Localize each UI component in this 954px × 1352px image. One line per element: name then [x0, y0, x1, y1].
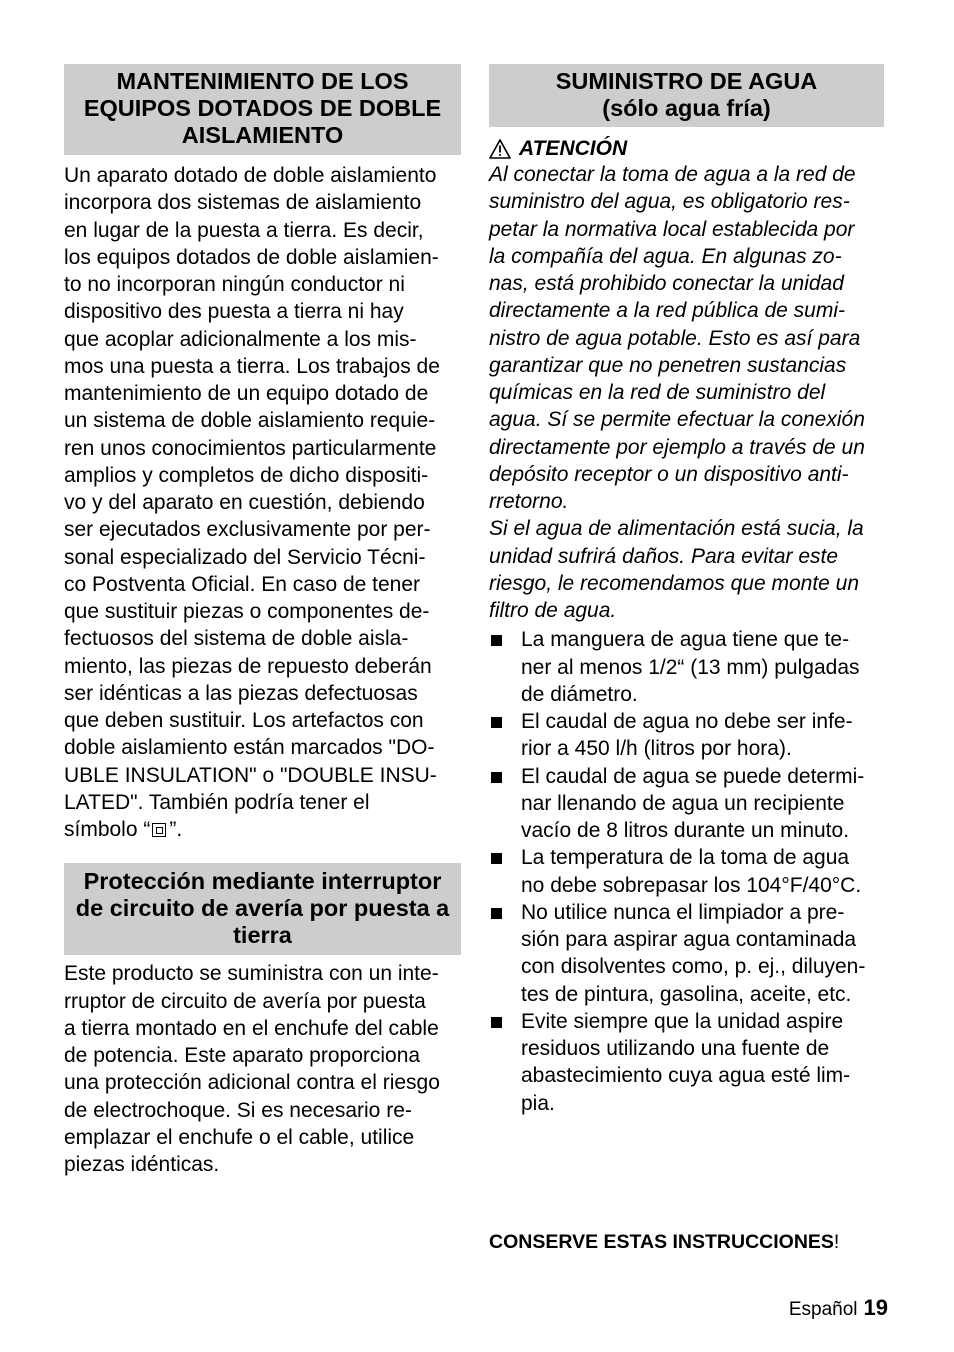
left-column [64, 64, 464, 1178]
section-heading-maintenance [64, 64, 461, 155]
text-line: que sustituir piezas o componentes de- [64, 600, 430, 623]
heading-line: (sólo agua fría) [602, 95, 771, 121]
text-line: químicas en la red de suministro del [489, 381, 826, 404]
text-line: con disolventes como, p. ej., diluyen- [521, 955, 866, 979]
heading-line: EQUIPOS DOTADOS DE DOBLE [83, 95, 442, 121]
text-line: directamente por ejemplo a través de un [489, 435, 865, 459]
text-line: ser ejecutados exclusivamente por per- [64, 518, 431, 542]
text-line: vacío de 8 litros durante un minuto. [521, 819, 850, 842]
gfci-paragraph [64, 960, 464, 1178]
square-bullet-icon [491, 772, 502, 783]
text-line: to no incorporan ningún conductor ni [64, 273, 405, 296]
text-line: sión para aspirar agua contaminada [521, 928, 857, 951]
text-line: nistro de agua potable. Esto es así para [489, 326, 861, 350]
text-line: depósito receptor o un dispositivo anti- [489, 462, 849, 486]
text-line: mos una puesta a tierra. Los trabajos de [64, 354, 440, 378]
text-line: rretorno. [489, 490, 569, 513]
text-line: La manguera de agua tiene que te- [521, 628, 850, 652]
double-insulation-icon [152, 823, 166, 837]
text-line: garantizar que no penetren sustancias [489, 353, 847, 377]
text-line: filtro de agua. [489, 599, 617, 622]
heading-line: tierra [233, 922, 292, 949]
text-line: UBLE INSULATION" o "DOUBLE INSU- [64, 763, 437, 787]
text-line: vo y del aparato en cuestión, debiendo [64, 491, 425, 514]
text-line: LATED". También podría tener el [64, 790, 370, 814]
footer-language: Español [788, 1299, 858, 1320]
text-line: mantenimiento de un equipo dotado de [64, 382, 429, 405]
list-item [489, 763, 889, 845]
list-item [489, 899, 889, 1008]
text-line: co Postventa Oficial. En caso de tener [64, 572, 421, 596]
text-line: directamente a la red pública de sumi- [489, 299, 846, 323]
text-line: tes de pintura, gasolina, aceite, etc. [521, 982, 852, 1006]
text-line: en lugar de la puesta a tierra. Es decir, [64, 218, 424, 242]
text-line: incorpora dos sistemas de aislamiento [64, 191, 422, 215]
square-bullet-icon [491, 1017, 502, 1028]
square-bullet-icon [491, 853, 502, 864]
heading-line: AISLAMIENTO [181, 122, 344, 148]
heading-line: de circuito de avería por puesta a [75, 895, 450, 922]
conserve-text: CONSERVE ESTAS INSTRUCCIONES [489, 1231, 834, 1253]
text-line: ser idénticas a las piezas defectuosas [64, 681, 418, 705]
conserve-mark: ! [833, 1231, 840, 1253]
text-line: los equipos dotados de doble aislamien- [64, 245, 439, 269]
heading-line: Protección mediante interruptor [83, 868, 442, 895]
heading-line: MANTENIMIENTO DE LOS [116, 68, 409, 94]
square-bullet-icon [491, 717, 502, 728]
list-item [489, 844, 889, 899]
text-line: petar la normativa local establecida por [489, 217, 855, 241]
text-line: abastecimiento cuya agua esté lim- [521, 1064, 851, 1088]
text-line: El caudal de agua no debe ser infe- [521, 710, 853, 733]
warning-title-text: ATENCIÓN [519, 137, 628, 160]
text-line: a tierra montado en el enchufe del cable [64, 1016, 439, 1040]
requirements-list [489, 626, 889, 1117]
text-line: la compañía del agua. En algunas zo- [489, 244, 842, 268]
text-line: ner al menos 1/2“ (13 mm) pulgadas [521, 655, 860, 679]
text-line: Este producto se suministra con un inte- [64, 962, 439, 986]
list-item [489, 1008, 889, 1117]
text-line: unidad sufrirá daños. Para evitar este [489, 544, 839, 568]
text-line: que deben sustituir. Los artefactos con [64, 709, 424, 732]
heading-line: SUMINISTRO DE AGUA [555, 68, 818, 94]
maintenance-paragraph [64, 162, 464, 816]
list-item [489, 626, 889, 708]
text-line: Al conectar la toma de agua a la red de [489, 163, 856, 186]
conserve-instructions [489, 1231, 839, 1254]
section-heading-gfci [64, 863, 461, 955]
list-item [489, 708, 889, 763]
text-line: no debe sobrepasar los 104°F/40°C. [521, 873, 862, 897]
text-line: doble aislamiento están marcados "DO- [64, 736, 435, 760]
text-line: agua. Sí se permite efectuar la conexión [489, 408, 865, 432]
text-line: un sistema de doble aislamiento requie- [64, 409, 436, 433]
text-line: suministro del agua, es obligatorio res- [489, 190, 850, 214]
square-bullet-icon [491, 908, 502, 919]
text-line: La temperatura de la toma de agua [521, 846, 850, 870]
text-line: nar llenando de agua un recipiente [521, 791, 845, 815]
warning-title [489, 137, 889, 161]
text-line: dispositivo des puesta a tierra ni hay [64, 300, 404, 324]
text-fragment: ”. [169, 818, 183, 841]
text-line: de electrochoque. Si es necesario re- [64, 1098, 412, 1122]
text-line: amplios y completos de dicho dispositi- [64, 463, 429, 487]
maintenance-paragraph-end [64, 816, 464, 843]
text-line: rruptor de circuito de avería por puesta [64, 989, 426, 1013]
text-line: de potencia. Este aparato proporciona [64, 1044, 421, 1067]
square-bullet-icon [491, 635, 502, 646]
section-heading-water-supply [489, 64, 884, 127]
text-line: rior a 450 l/h (litros por hora). [521, 737, 792, 761]
text-line: sonal especializado del Servicio Técni- [64, 545, 426, 569]
text-fragment: símbolo “ [64, 818, 151, 841]
text-line: Evite siempre que la unidad aspire [521, 1009, 844, 1033]
text-line: residuos utilizando una fuente de [521, 1037, 830, 1060]
text-line: fectuosos del sistema de doble aisla- [64, 627, 409, 651]
text-line: miento, las piezas de repuesto deberán [64, 654, 432, 678]
text-line: ren unos conocimientos particularmente [64, 436, 437, 460]
text-line: riesgo, le recomendamos que monte un [489, 571, 860, 595]
text-line: que acoplar adicionalmente a los mis- [64, 327, 417, 351]
warning-triangle-icon [489, 139, 511, 159]
text-line: de diámetro. [521, 682, 638, 706]
page-number: 19 [863, 1295, 888, 1320]
text-line: El caudal de agua se puede determi- [521, 764, 865, 788]
text-line: Si el agua de alimentación está sucia, la [489, 517, 864, 541]
text-line: emplazar el enchufe o el cable, utilice [64, 1125, 415, 1149]
text-line: nas, está prohibido conectar la unidad [489, 272, 844, 295]
text-line: pia. [521, 1091, 555, 1115]
warning-text [489, 161, 889, 624]
page-footer [789, 1295, 888, 1321]
right-column [489, 64, 889, 1117]
text-line: piezas idénticas. [64, 1153, 220, 1176]
text-line: Un aparato dotado de doble aislamiento [64, 164, 437, 187]
text-line: una protección adicional contra el riesgo [64, 1071, 440, 1095]
text-line: No utilice nunca el limpiador a pre- [521, 900, 845, 924]
